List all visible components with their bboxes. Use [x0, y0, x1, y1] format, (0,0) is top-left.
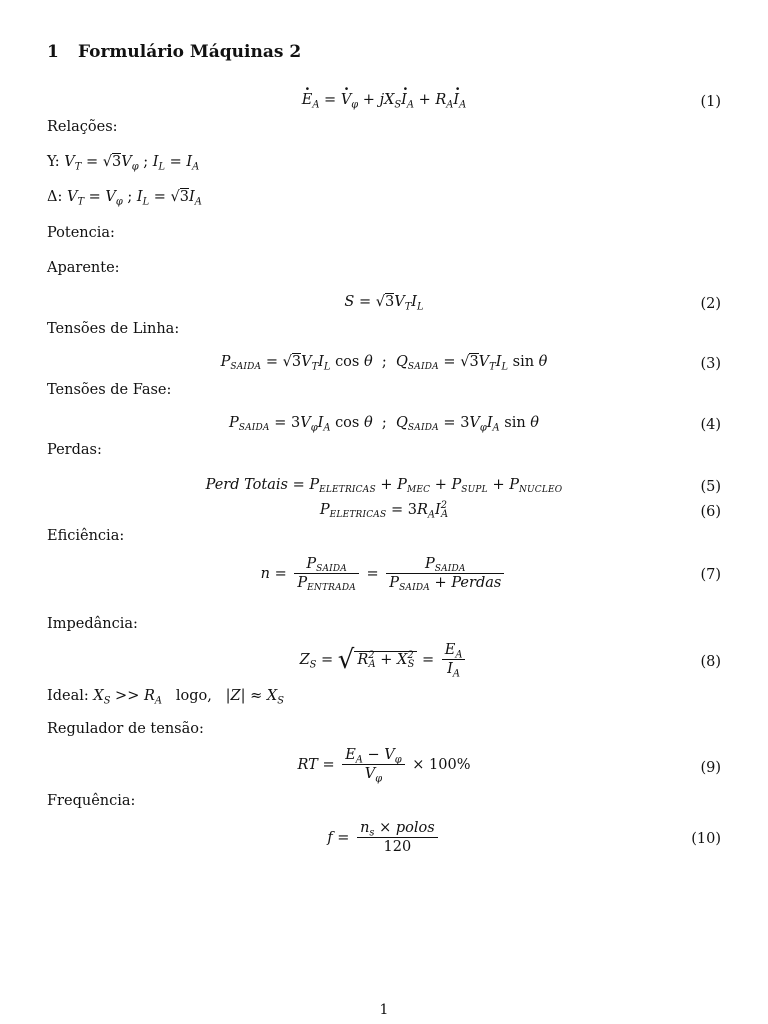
equation-number-6: (6) — [700, 504, 721, 520]
equation-7: n = $\frac{P_{SAIDA}}{P_{ENTRADA}}$ = $\frac{P_{SAIDA}}{P_{SAIDA} + Perdas}$ — [0, 555, 768, 592]
label-tensoes-fase: Tensões de Fase: — [47, 382, 172, 398]
equation-number-7: (7) — [700, 567, 721, 583]
ideal-line: Ideal: $X_S >> R_A$ logo, $|Z| \approx X_S$ — [47, 688, 284, 707]
equation-3: $P_{SAIDA} = √3V_TI_L$ cos θ ; $Q_{SAIDA} = √3V_TI_L$ sin θ — [220, 354, 548, 373]
equation-number-5: (5) — [700, 479, 721, 495]
relation-y: Y: $V_T = √3V_\varphi$ ; $I_L = I_A$ — [47, 154, 200, 173]
equation-1: $E \cdot_A = V \cdot_\varphi + jX_SI \cdot_A + R_AI \cdot_A$ — [0, 92, 768, 108]
equation-5: Perd Totais = $P_{ELETRICAS} + P_{MEC} + P_{SUPL} + P_{NUCLEO}$ — [205, 477, 563, 496]
label-regulador: Regulador de tensão: — [47, 721, 204, 737]
equation-number-2: (2) — [700, 296, 721, 312]
equation-number-4: (4) — [700, 417, 721, 433]
label-relacoes: Relações: — [47, 119, 118, 135]
label-frequencia: Frequência: — [47, 793, 136, 809]
label-tensoes-linha: Tensões de Linha: — [47, 321, 180, 337]
equation-number-8: (8) — [700, 654, 721, 670]
label-perdas: Perdas: — [47, 442, 102, 458]
equation-number-9: (9) — [700, 760, 721, 776]
ideal-logo: logo, — [175, 688, 212, 704]
label-eficiencia: Eficiência: — [47, 528, 125, 544]
relation-delta: Δ: $V_T = V_\varphi$ ; $I_L = √3I_A$ — [47, 189, 202, 208]
equation-8: $Z_S$ = √ $R^2_A + X^2_S$ = $\frac{E_A}{I_A}$ — [0, 641, 768, 678]
relation-y-prefix: Y: — [47, 154, 60, 170]
label-aparente: Aparente: — [47, 260, 120, 276]
equation-number-3: (3) — [700, 356, 721, 372]
equation-6: $P_{ELETRICAS} = 3R_AI^2_A$ — [319, 500, 449, 521]
equation-number-1: (1) — [700, 94, 721, 110]
section-heading — [47, 42, 301, 62]
equation-4: $P_{SAIDA} = 3V_\varphi I_A$ cos θ ; $Q_{SAIDA} = 3V_\varphi I_A$ sin θ — [228, 415, 540, 434]
ideal-prefix: Ideal: — [47, 688, 89, 704]
section-title: Formulário Máquinas 2 — [78, 42, 302, 62]
label-potencia: Potencia: — [47, 225, 115, 241]
equation-number-10: (10) — [691, 831, 721, 847]
label-impedancia: Impedância: — [47, 616, 138, 632]
section-number: 1 — [47, 42, 59, 62]
equation-2: $S = √3V_TI_L$ — [344, 294, 424, 313]
equation-10: f = $\frac{n_s \times polos}{120}$ — [0, 819, 768, 856]
relation-delta-prefix: Δ: — [47, 189, 63, 205]
equation-9: RT = $\frac{E_A - V_\varphi}{V_\varphi}$ × 100% — [297, 747, 471, 785]
page-number: 1 — [379, 1002, 389, 1018]
